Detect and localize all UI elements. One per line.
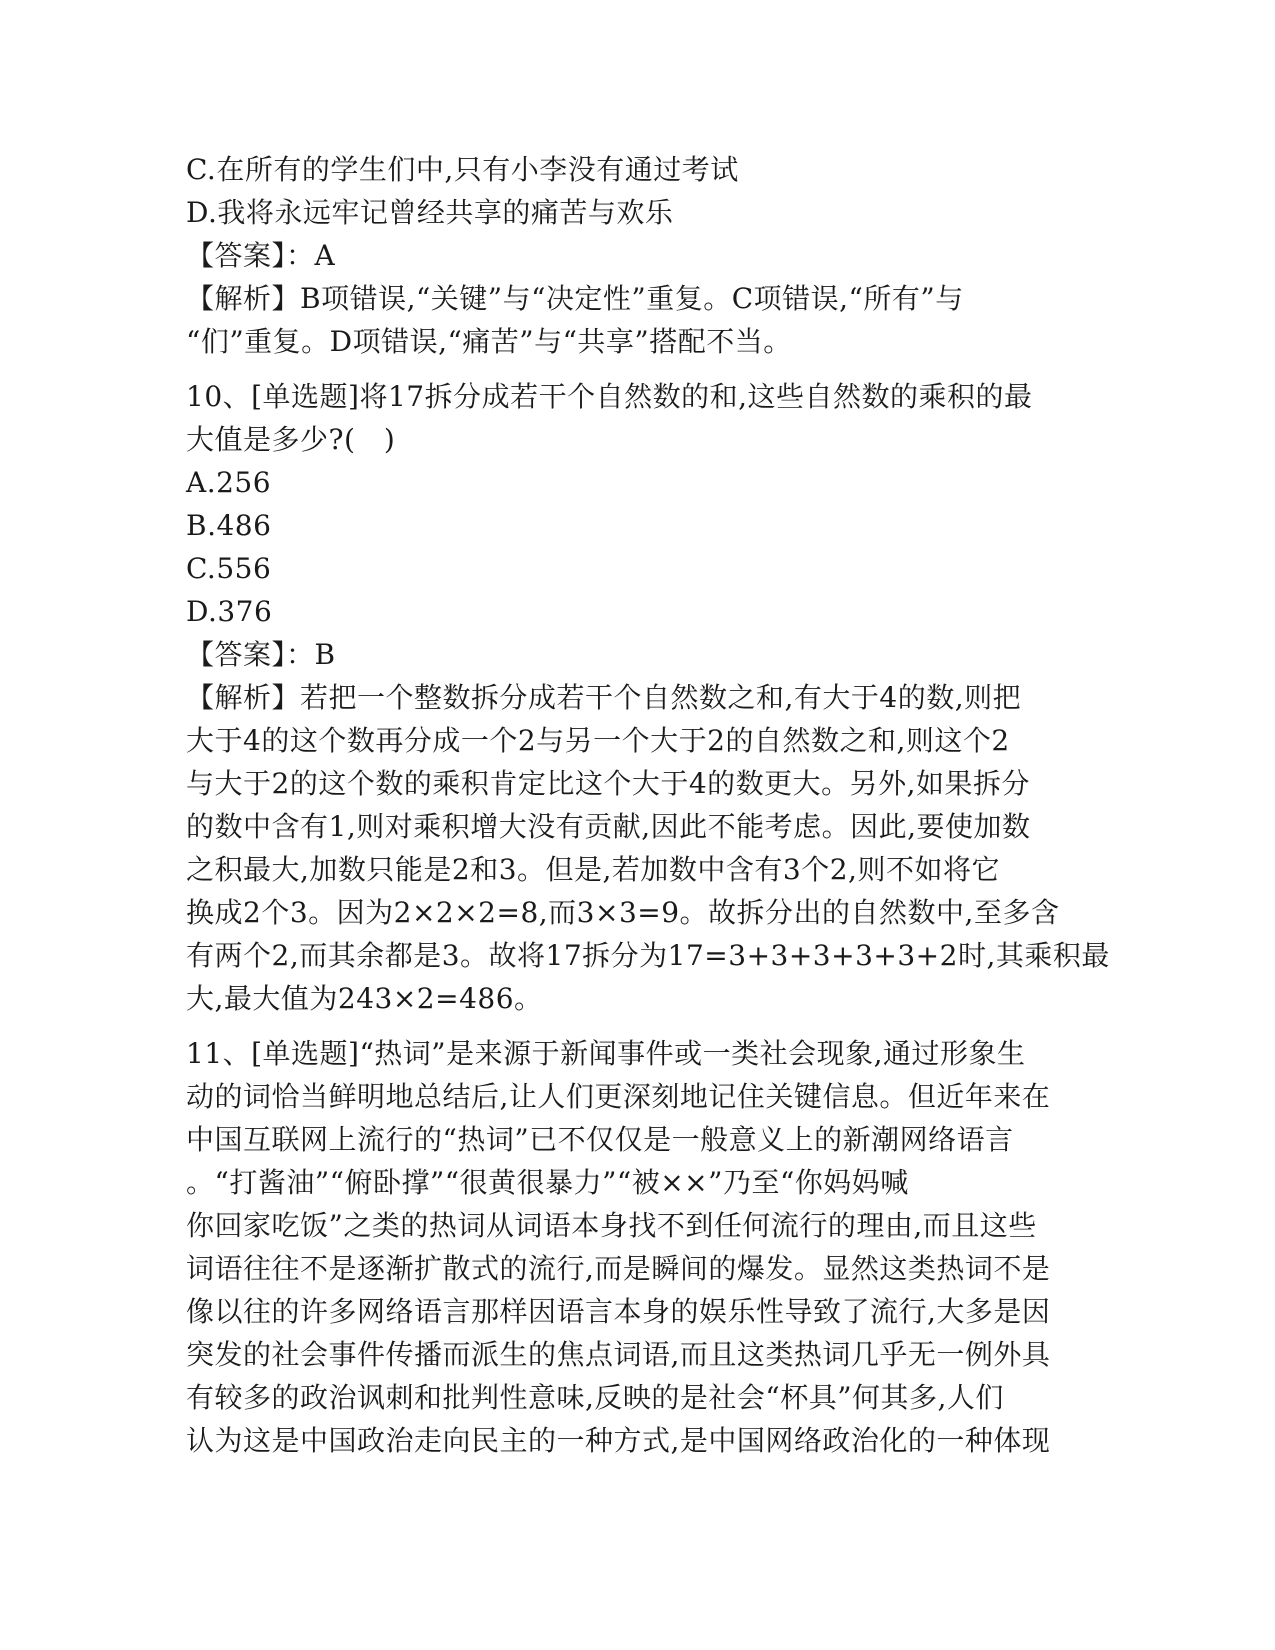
- q9-analysis-line: 【解析】B项错误,“关键”与“决定性”重复。C项错误,“所有”与: [186, 282, 964, 315]
- q11-stem-line: 突发的社会事件传播而派生的焦点词语,而且这类热词几乎无一例外具: [186, 1338, 1051, 1371]
- document-page: [186, 148, 1110, 1462]
- q11-stem-line: 11、[单选题]“热词”是来源于新闻事件或一类社会现象,通过形象生: [186, 1037, 1026, 1070]
- q10-analysis-line: 大于4的这个数再分成一个2与另一个大于2的自然数之和,则这个2: [186, 724, 1010, 757]
- q11-stem-line: 有较多的政治讽刺和批判性意味,反映的是社会“杯具”何其多,人们: [186, 1381, 1004, 1414]
- q9-answer: 【答案】：A: [186, 239, 336, 272]
- q10-analysis-line: 有两个2,而其余都是3。故将17拆分为17=3+3+3+3+3+2时,其乘积最: [186, 939, 1110, 972]
- q11-stem-line: 。“打酱油”“俯卧撑”“很黄很暴力”“被××”乃至“你妈妈喊: [186, 1166, 909, 1199]
- q11-stem-line: 你回家吃饭”之类的热词从词语本身找不到任何流行的理由,而且这些: [186, 1209, 1037, 1242]
- q10-analysis-line: 换成2个3。因为2×2×2=8,而3×3=9。故拆分出的自然数中,至多含: [186, 896, 1060, 929]
- q10-analysis-line: 【解析】若把一个整数拆分成若干个自然数之和,有大于4的数,则把: [186, 681, 1022, 714]
- q10-option-c: C.556: [186, 552, 272, 585]
- q10-stem-line: 10、[单选题]将17拆分成若干个自然数的和,这些自然数的乘积的最: [186, 380, 1033, 413]
- q10-analysis-line: 之积最大,加数只能是2和3。但是,若加数中含有3个2,则不如将它: [186, 853, 1000, 886]
- q11-stem-line: 认为这是中国政治走向民主的一种方式,是中国网络政治化的一种体现: [186, 1424, 1051, 1457]
- q11-stem-line: 像以往的许多网络语言那样因语言本身的娱乐性导致了流行,大多是因: [186, 1295, 1051, 1328]
- q10-analysis-line: 的数中含有1,则对乘积增大没有贡献,因此不能考虑。因此,要使加数: [186, 810, 1031, 843]
- q10-option-d: D.376: [186, 595, 273, 628]
- q10-option-a: A.256: [186, 466, 272, 499]
- q9-option-c: C.在所有的学生们中,只有小李没有通过考试: [186, 153, 739, 186]
- q10-answer: 【答案】：B: [186, 638, 336, 671]
- q9-option-d: D.我将永远牢记曾经共享的痛苦与欢乐: [186, 196, 674, 229]
- q11-stem-line: 中国互联网上流行的“热词”已不仅仅是一般意义上的新潮网络语言: [186, 1123, 1014, 1156]
- q11-stem-line: 动的词恰当鲜明地总结后,让人们更深刻地记住关键信息。但近年来在: [186, 1080, 1051, 1113]
- q10-option-b: B.486: [186, 509, 272, 542]
- q9-analysis-line: “们”重复。D项错误,“痛苦”与“共享”搭配不当。: [186, 325, 792, 358]
- q11-stem-line: 词语往往不是逐渐扩散式的流行,而是瞬间的爆发。显然这类热词不是: [186, 1252, 1051, 1285]
- q10-analysis-line: 大,最大值为243×2=486。: [186, 982, 543, 1015]
- q10-analysis-line: 与大于2的这个数的乘积肯定比这个大于4的数更大。另外,如果拆分: [186, 767, 1031, 800]
- q10-stem-line: 大值是多少?( ): [186, 423, 396, 456]
